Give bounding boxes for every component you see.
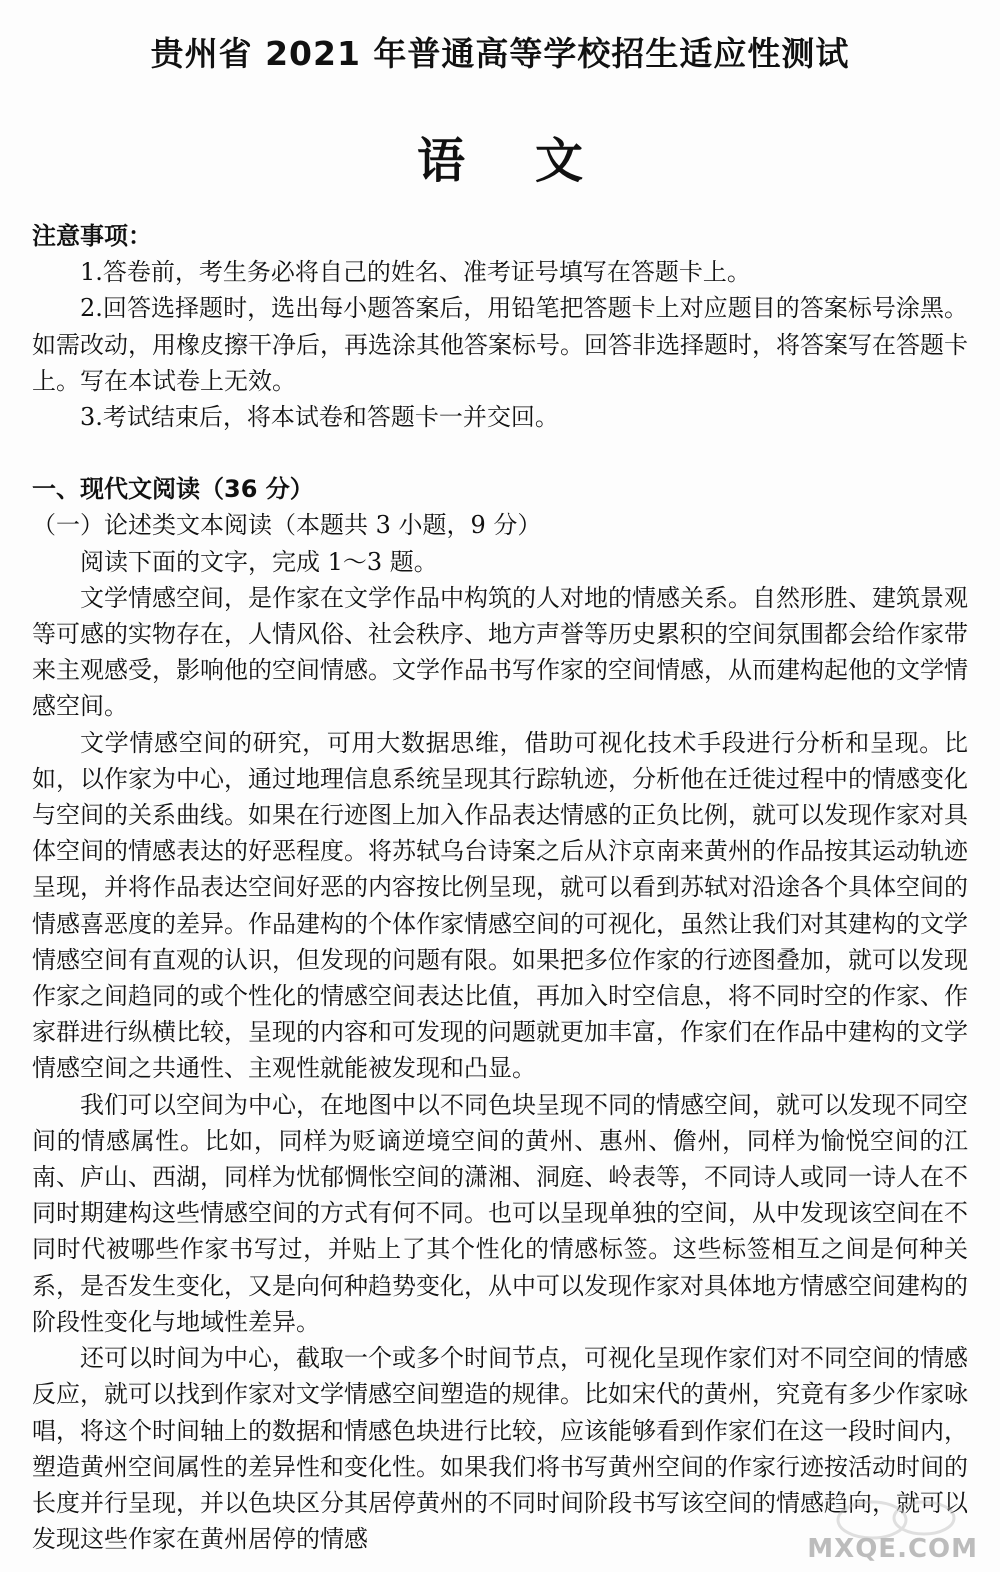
- passage-paragraph: 文学情感空间的研究，可用大数据思维，借助可视化技术手段进行分析和呈现。比如，以作家为中心，通过地理信息系统呈现其行踪轨迹，分析他在迁徙过程中的情感变化与空间的关系曲线。如果在行迹图上加入作品表达情感的正负比例，就可以发现作家对具体空间的情感表达的好恶程度。将苏轼乌台诗案之后从汴京南来黄州的作品按其运动轨迹呈现，并将作品表达空间好恶的内容按比例呈现，就可以看到苏轼对沿途各个具体空间的情感喜恶度的差异。作品建构的个体作家情感空间的可视化，虽然让我们对其建构的文学情感空间有直观的认识，但发现的问题有限。如果把多位作家的行迹图叠加，就可以发现作家之间趋同的或个性化的情感空间表达比值，再加入时空信息，将不同时空的作家、作家群进行纵横比较，呈现的内容和可发现的问题就更加丰富，作家们在作品中建构的文学情感空间之共通性、主观性就能被发现和凸显。: [32, 728, 968, 1083]
- subject-title: 语文: [416, 133, 653, 189]
- notice-item: 2.回答选择题时，选出每小题答案后，用铅笔把答题卡上对应题目的答案标号涂黑。如需改动，用橡皮擦干净后，再选涂其他答案标号。回答非选择题时，将答案写在答题卡上。写在本试卷上无效。: [32, 294, 968, 395]
- watermark-text: MXQE.COM: [807, 1534, 978, 1564]
- notice-item: 1.答卷前，考生务必将自己的姓名、准考证号填写在答题卡上。: [80, 258, 751, 287]
- section-heading: 一、现代文阅读（36 分）: [32, 475, 314, 504]
- passage-paragraph: 还可以时间为中心，截取一个或多个时间节点，可视化呈现作家们对不同空间的情感反应，就可以找到作家对文学情感空间塑造的规律。比如宋代的黄州，究竟有多少作家咏唱，将这个时间轴上的数据和情感色块进行比较，应该能够看到作家们在这一段时间内，塑造黄州空间属性的差异性和变化性。如果我们将书写黄州空间的作家行迹按活动时间的长度并行呈现，并以色块区分其居停黄州的不同时间阶段书写该空间的情感趋向，就可以发现这些作家在黄州居停的情感: [32, 1344, 968, 1554]
- notice-heading: 注意事项：: [32, 222, 152, 250]
- passage-paragraph: 我们可以空间为中心，在地图中以不同色块呈现不同的情感空间，就可以发现不同空间的情感属性。比如，同样为贬谪逆境空间的黄州、惠州、儋州，同样为愉悦空间的江南、庐山、西湖，同样为忧郁惆怅空间的潇湘、洞庭、岭表等，不同诗人或同一诗人在不同时期建构这些情感空间的方式有何不同。也可以呈现单独的空间，从中发现该空间在不同时代被哪些作家书写过，并贴上了其个性化的情感标签。这些标签相互之间是何种关系，是否发生变化，又是向何种趋势变化，从中可以发现作家对具体地方情感空间建构的阶段性变化与地域性差异。: [32, 1090, 968, 1336]
- passage-paragraph: 文学情感空间，是作家在文学作品中构筑的人对地的情感关系。自然形胜、建筑景观等可感的实物存在，人情风俗、社会秩序、地方声誉等历史累积的空间氛围都会给作家带来主观感受，影响他的空间情感。文学作品书写作家的空间情感，从而建构起他的文学情感空间。: [32, 583, 968, 721]
- document-body: [32, 218, 968, 1557]
- section-spacer: [32, 435, 968, 471]
- section-subheading: （一）论述类文本阅读（本题共 3 小题，9 分）: [32, 511, 542, 540]
- exam-title: 贵州省 2021 年普通高等学校招生适应性测试: [150, 34, 850, 73]
- notice-item: 3.考试结束后，将本试卷和答题卡一并交回。: [80, 403, 559, 432]
- reading-instruction: 阅读下面的文字，完成 1～3 题。: [80, 547, 438, 576]
